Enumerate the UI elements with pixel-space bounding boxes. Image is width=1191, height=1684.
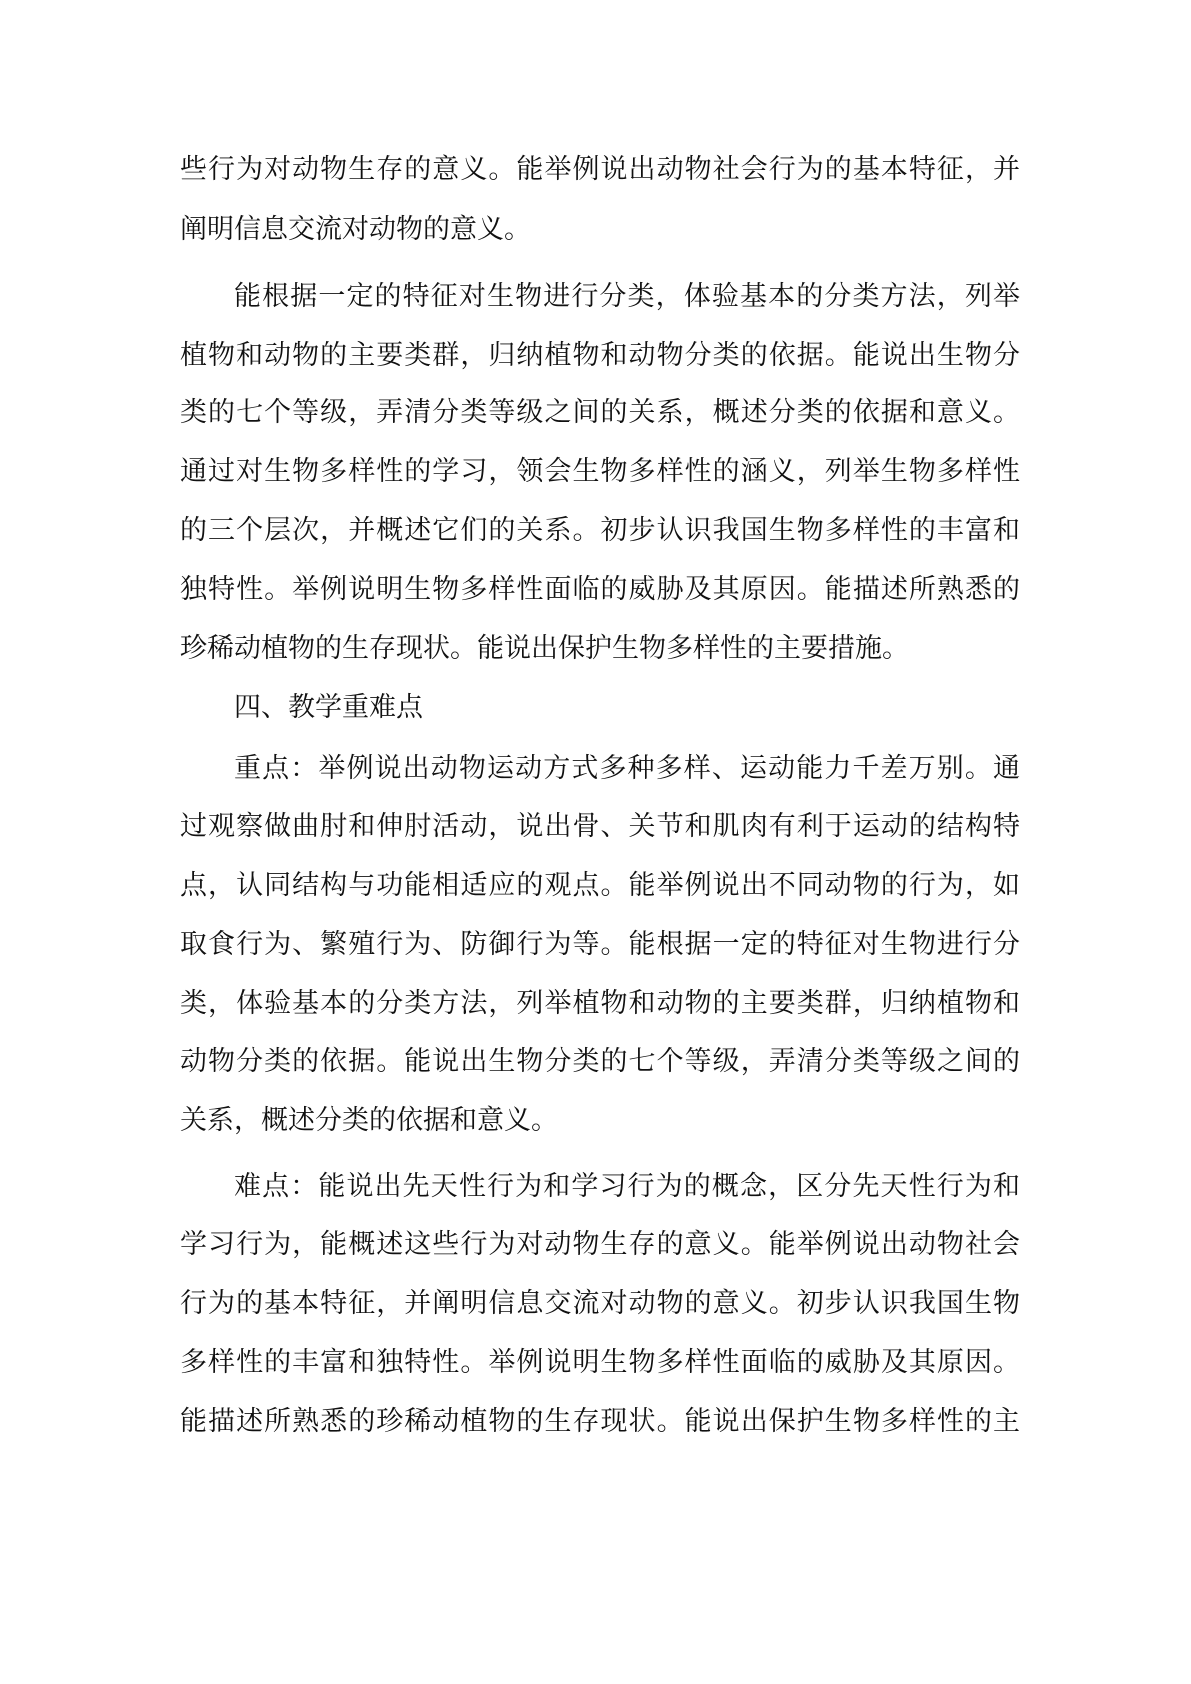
paragraph-4-line-5: 能描述所熟悉的珍稀动植物的生存现状。能说出保护生物多样性的主 xyxy=(180,1406,1020,1437)
paragraph-4-line-1: 难点：能说出先天性行为和学习行为的概念，区分先天性行为和 xyxy=(234,1171,1020,1202)
paragraph-3-line-2: 过观察做曲肘和伸肘活动，说出骨、关节和肌肉有利于运动的结构特 xyxy=(180,811,1020,842)
paragraph-3-line-4: 取食行为、繁殖行为、防御行为等。能根据一定的特征对生物进行分 xyxy=(180,929,1020,960)
paragraph-3-line-3: 点，认同结构与功能相适应的观点。能举例说出不同动物的行为，如 xyxy=(180,870,1020,901)
paragraph-2-line-6: 独特性。举例说明生物多样性面临的威胁及其原因。能描述所熟悉的 xyxy=(180,574,1020,605)
paragraph-4-line-4: 多样性的丰富和独特性。举例说明生物多样性面临的威胁及其原因。 xyxy=(180,1347,1020,1378)
paragraph-3-line-7: 关系，概述分类的依据和意义。 xyxy=(180,1105,558,1136)
paragraph-4-line-2: 学习行为，能概述这些行为对动物生存的意义。能举例说出动物社会 xyxy=(180,1229,1020,1260)
paragraph-2-line-2: 植物和动物的主要类群，归纳植物和动物分类的依据。能说出生物分 xyxy=(180,340,1020,371)
paragraph-2-line-7: 珍稀动植物的生存现状。能说出保护生物多样性的主要措施。 xyxy=(180,633,909,664)
paragraph-2-line-1: 能根据一定的特征对生物进行分类，体验基本的分类方法，列举 xyxy=(234,281,1020,312)
paragraph-3-line-1: 重点：举例说出动物运动方式多种多样、运动能力千差万别。通 xyxy=(234,753,1020,784)
paragraph-1-line-2: 阐明信息交流对动物的意义。 xyxy=(180,214,531,245)
paragraph-2-line-4: 通过对生物多样性的学习，领会生物多样性的涵义，列举生物多样性 xyxy=(180,456,1020,487)
paragraph-3-line-5: 类，体验基本的分类方法，列举植物和动物的主要类群，归纳植物和 xyxy=(180,988,1020,1019)
paragraph-2-line-5: 的三个层次，并概述它们的关系。初步认识我国生物多样性的丰富和 xyxy=(180,515,1020,546)
paragraph-4-line-3: 行为的基本特征，并阐明信息交流对动物的意义。初步认识我国生物 xyxy=(180,1288,1020,1319)
paragraph-3-line-6: 动物分类的依据。能说出生物分类的七个等级，弄清分类等级之间的 xyxy=(180,1046,1020,1077)
paragraph-2-line-3: 类的七个等级，弄清分类等级之间的关系，概述分类的依据和意义。 xyxy=(180,397,1020,428)
paragraph-1-line-1: 些行为对动物生存的意义。能举例说出动物社会行为的基本特征，并 xyxy=(180,154,1020,185)
section-heading: 四、教学重难点 xyxy=(234,692,423,723)
